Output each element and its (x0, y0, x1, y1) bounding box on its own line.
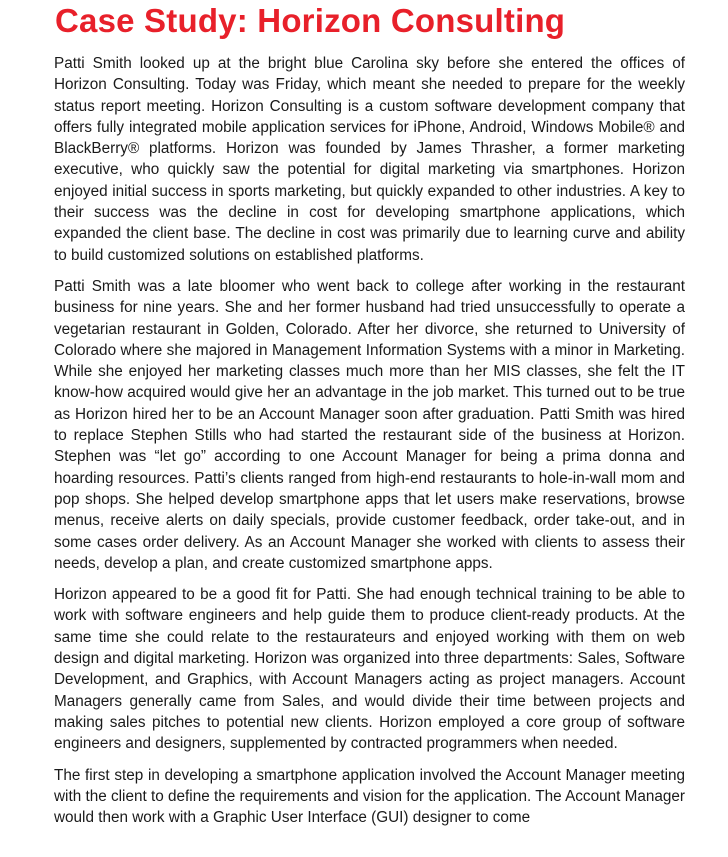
paragraph-1: Patti Smith looked up at the bright blue Carolina sky before she entered the offices of Horizon Consulting. Today was Friday, which meant she needed to prepare for the weekly status report meeting. Horizon Consulting is a custom software development company that offers fully integrated mobile application services for iPhone, Android, Windows Mobile® and BlackBerry® platforms. Horizon was founded by James Thrasher, a former marketing executive, who quickly saw the potential for digital marketing via smartphones. Horizon enjoyed initial success in sports marketing, but quickly expanded to other industries. A key to their success was the decline in cost for developing smartphone applications, which expanded the client base. The decline in cost was primarily due to learning curve and ability to build customized solutions on established platforms. (54, 55, 685, 264)
document-title: Case Study: Horizon Consulting (55, 2, 566, 39)
paragraph-3: Horizon appeared to be a good fit for Patti. She had enough technical training to be able to work with software engineers and help guide them to produce client-ready products. At the same time she could relate to the restaurateurs and enjoyed working with them on web design and digital marketing. Horizon was organized into three departments: Sales, Software Development, and Graphics, with Account Managers acting as project managers. Account Managers generally came from Sales, and would divide their time between projects and making sales pitches to potential new clients. Horizon employed a core group of software engineers and designers, supplemented by contracted programmers when needed. (54, 586, 685, 753)
paragraph-4: The first step in developing a smartphone application involved the Account Manager meeting with the client to define the requirements and vision for the application. The Account Manager would then work with a Graphic User Interface (GUI) designer to come (54, 766, 685, 827)
paragraph-2: Patti Smith was a late bloomer who went back to college after working in the restaurant business for nine years. She and her former husband had tried unsuccessfully to operate a vegetarian restaurant in Golden, Colorado. After her divorce, she returned to University of Colorado where she majored in Management Information Systems with a minor in Marketing. While she enjoyed her marketing classes much more than her MIS classes, she felt the IT know-how acquired would give her an advantage in the job market. This turned out to be true as Horizon hired her to be an Account Manager soon after graduation. Patti Smith was hired to replace Stephen Stills who had started the restaurant side of the business at Horizon. Stephen was “let go” according to one Account Manager for being a prima donna and hoarding resources. Patti’s clients ranged from high-end restaurants to hole-in-wall mom and pop shops. She helped develop smartphone apps that let users make reservations, browse menus, receive alerts on daily specials, provide customer feedback, order take-out, and in some cases order delivery. As an Account Manager she worked with clients to assess their needs, develop a plan, and create customized smartphone apps. (54, 277, 685, 572)
document-page (54, 0, 685, 828)
